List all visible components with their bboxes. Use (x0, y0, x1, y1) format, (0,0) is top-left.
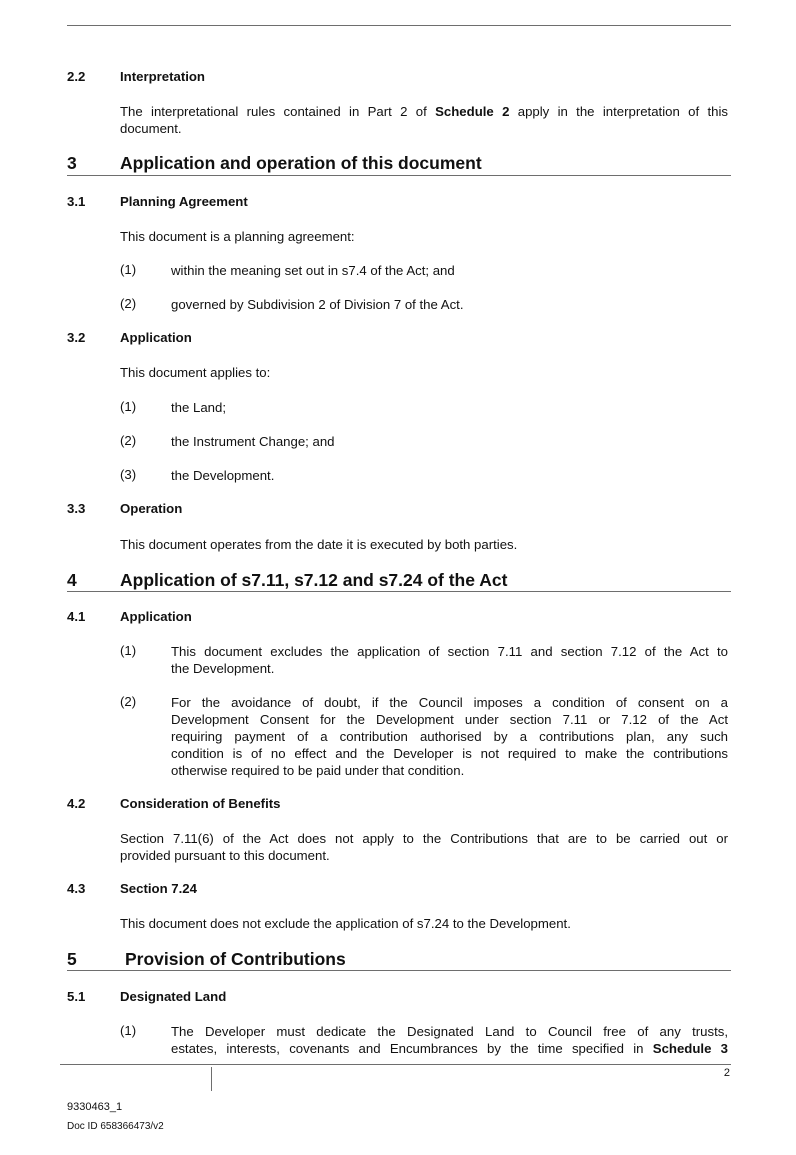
list-item-number: (2) (120, 296, 137, 311)
chapter-rule (67, 970, 731, 971)
section-number: 3.1 (67, 194, 86, 209)
list-item-text: the Instrument Change; and (171, 434, 335, 449)
text-line: condition is of no effect and the Developer is not required to make the contributions (171, 746, 728, 761)
section-number: 4.2 (67, 796, 86, 811)
section-number: 2.2 (67, 69, 86, 84)
text-line: otherwise required to be paid under that condition. (171, 763, 465, 778)
list-item-number: (3) (120, 467, 137, 482)
section-heading: Operation (120, 501, 183, 516)
list-item-text (171, 694, 728, 779)
list-item-number: (1) (120, 643, 137, 658)
header-rule (67, 25, 731, 26)
section-number: 3.2 (67, 330, 86, 345)
chapter-number: 4 (67, 570, 77, 590)
body-text: apply in the interpretation of this (509, 104, 728, 119)
schedule-reference: Schedule 2 (435, 104, 510, 119)
text-line: estates, interests, covenants and Encumbrances by the time specified in (171, 1041, 653, 1056)
body-text: document. (120, 121, 182, 136)
list-item-number: (2) (120, 433, 137, 448)
section-heading: Interpretation (120, 69, 205, 84)
footer-rule (60, 1064, 731, 1065)
footer-divider (211, 1067, 212, 1091)
section-heading: Application (120, 609, 192, 624)
list-item-text (171, 1023, 728, 1057)
list-item-number: (1) (120, 1023, 137, 1038)
text-line: provided pursuant to this document. (120, 848, 330, 863)
section-number: 5.1 (67, 989, 86, 1004)
section-heading: Consideration of Benefits (120, 796, 281, 811)
text-line: Development Consent for the Development under section 7.11 or 7.12 of the Act (171, 712, 728, 727)
chapter-rule (67, 591, 731, 592)
document-id: Doc ID 658366473/v2 (67, 1121, 164, 1132)
text-line: Section 7.11(6) of the Act does not apply to the Contributions that are to be carried out or (120, 831, 728, 846)
section-number: 4.1 (67, 609, 86, 624)
section-heading: Planning Agreement (120, 194, 248, 209)
text-line: requiring payment of a contribution authorised by a contributions plan, any such (171, 729, 728, 744)
section-heading: Designated Land (120, 989, 227, 1004)
schedule-reference: Schedule 3 (652, 1041, 728, 1056)
list-item-text: governed by Subdivision 2 of Division 7 of the Act. (171, 297, 464, 312)
chapter-heading: Application and operation of this document (120, 153, 482, 173)
chapter-number: 5 (67, 949, 77, 969)
section-heading: Section 7.24 (120, 881, 197, 896)
chapter-heading: Provision of Contributions (125, 949, 346, 969)
list-item-number: (1) (120, 399, 137, 414)
list-item-number: (1) (120, 262, 137, 277)
list-item-number: (2) (120, 694, 137, 709)
section-body (120, 830, 728, 864)
section-heading: Application (120, 330, 192, 345)
list-item-text (171, 643, 728, 677)
chapter-number: 3 (67, 153, 77, 173)
page-number: 2 (723, 1067, 730, 1079)
document-number: 9330463_1 (67, 1101, 123, 1113)
section-body (120, 103, 728, 137)
text-line: This document excludes the application of section 7.11 and section 7.12 of the Act to (171, 644, 728, 659)
chapter-rule (67, 175, 731, 176)
section-body: This document operates from the date it is executed by both parties. (120, 537, 518, 552)
list-item-text: the Development. (171, 468, 275, 483)
text-line: For the avoidance of doubt, if the Council imposes a condition of consent on a (171, 695, 728, 710)
section-number: 3.3 (67, 501, 86, 516)
text-line: the Development. (171, 661, 275, 676)
list-item-text: within the meaning set out in s7.4 of the Act; and (171, 263, 455, 278)
chapter-heading: Application of s7.11, s7.12 and s7.24 of the Act (120, 570, 508, 590)
text-line: The Developer must dedicate the Designated Land to Council free of any trusts, (171, 1024, 728, 1039)
section-body: This document does not exclude the application of s7.24 to the Development. (120, 916, 571, 931)
list-item-text: the Land; (171, 400, 226, 415)
section-intro: This document applies to: (120, 365, 271, 380)
section-intro: This document is a planning agreement: (120, 229, 355, 244)
section-number: 4.3 (67, 881, 86, 896)
body-text: The interpretational rules contained in Part 2 of (120, 104, 436, 119)
